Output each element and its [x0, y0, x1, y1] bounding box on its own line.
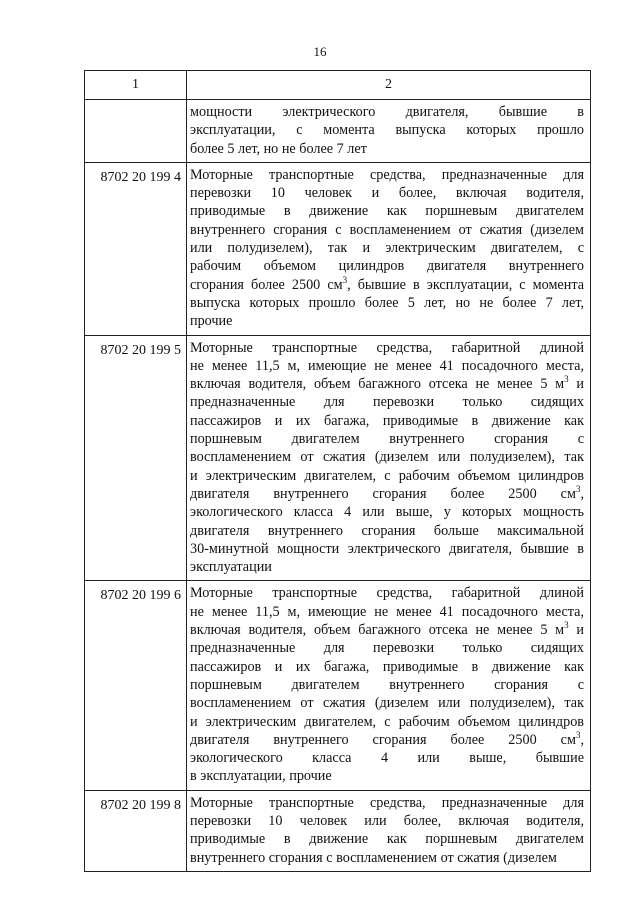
description-line: Моторные транспортные средства, габаритной длиной: [190, 339, 584, 356]
tariff-code: 8702 20 199 8: [85, 790, 187, 871]
description-line: и электрическим двигателем, с рабочим объемом цилиндров: [190, 713, 584, 730]
description-line: приводимые в движение как поршневым двигателем: [190, 203, 584, 220]
description-line: прочие: [190, 313, 233, 330]
column-header-1: 1: [85, 71, 187, 100]
description-line: не менее 11,5 м, имеющие не менее 41 посадочного места,: [190, 357, 584, 374]
page-number: 16: [313, 44, 327, 59]
tariff-description: [187, 335, 591, 581]
description-line: не менее 11,5 м, имеющие не менее 41 посадочного места,: [190, 603, 584, 620]
description-line: экологического класса 4 или выше, у которых мощность: [190, 504, 584, 521]
description-line: Моторные транспортные средства, габаритной длиной: [190, 585, 584, 602]
table-row: [85, 790, 591, 871]
description-line: поршневым двигателем внутреннего сгорания с: [190, 676, 584, 693]
table-header-row: [85, 71, 591, 100]
table-row: [85, 581, 591, 790]
description-line: включая водителя, объем багажного отсека не менее 5 $м^3$ и: [190, 621, 584, 639]
description-line: эксплуатации: [190, 559, 272, 576]
description-line: сгорания более 2500 $см^3$, бывшие в эксплуатации, с момента: [190, 275, 584, 293]
tariff-description: [187, 581, 591, 790]
tariff-code: 8702 20 199 6: [85, 581, 187, 790]
description-line: перевозки 10 человек и более, включая водителя,: [190, 185, 584, 202]
description-line: эксплуатации, с момента выпуска которых прошло: [190, 122, 584, 139]
description-line: более 5 лет, но не более 7 лет: [190, 140, 367, 157]
description-line: воспламенением от сжатия (дизелем или полудизелем), так: [190, 695, 584, 712]
description-line: двигателя внутреннего сгорания более 2500 $см^3$,: [190, 484, 584, 502]
description-line: пассажиров и их багажа, приводимые в движение как: [190, 412, 584, 429]
description-line: предназначенные для перевозки только сидящих: [190, 640, 584, 657]
tariff-description: [187, 100, 591, 163]
table-body: [85, 100, 591, 872]
description-line: Моторные транспортные средства, предназначенные для: [190, 794, 584, 811]
description-line: воспламенением от сжатия (дизелем или полудизелем), так: [190, 449, 584, 466]
description-line: экологического класса 4 или выше, бывшие: [190, 750, 584, 767]
tariff-table: [84, 70, 591, 872]
tariff-description: [187, 162, 591, 335]
tariff-code: [85, 100, 187, 163]
tariff-description: [187, 790, 591, 871]
description-line: приводимые в движение как поршневым двигателем: [190, 831, 584, 848]
description-line: включая водителя, объем багажного отсека не менее 5 $м^3$ и: [190, 375, 584, 393]
table-row: [85, 162, 591, 335]
table-row: [85, 100, 591, 163]
description-line: двигателя внутреннего сгорания более 2500 $см^3$,: [190, 730, 584, 748]
description-line: Моторные транспортные средства, предназначенные для: [190, 166, 584, 183]
description-line: поршневым двигателем внутреннего сгорания с: [190, 431, 584, 448]
column-header-2: 2: [187, 71, 591, 100]
description-line: внутреннего сгорания с воспламенением от сжатия (дизелем: [190, 849, 557, 866]
description-line: мощности электрического двигателя, бывшие в: [190, 104, 584, 120]
tariff-code: 8702 20 199 5: [85, 335, 187, 581]
description-line: 30-минутной мощности электрического двигателя, бывшие в: [190, 540, 584, 557]
description-line: пассажиров и их багажа, приводимые в движение как: [190, 658, 584, 675]
description-line: или полудизелем), так и электрическим двигателем, с: [190, 240, 584, 257]
description-line: внутреннего сгорания с воспламенением от сжатия (дизелем: [190, 221, 584, 238]
description-line: перевозки 10 человек или более, включая водителя,: [190, 812, 584, 829]
description-line: выпуска которых прошло более 5 лет, но не более 7 лет,: [190, 294, 584, 311]
description-line: двигателя внутреннего сгорания больше максимальной: [190, 522, 584, 539]
description-line: предназначенные для перевозки только сидящих: [190, 394, 584, 411]
description-line: в эксплуатации, прочие: [190, 768, 332, 785]
description-line: и электрическим двигателем, с рабочим объемом цилиндров: [190, 467, 584, 484]
tariff-code: 8702 20 199 4: [85, 162, 187, 335]
table-row: [85, 335, 591, 581]
description-line: рабочим объемом цилиндров двигателя внутреннего: [190, 258, 584, 275]
